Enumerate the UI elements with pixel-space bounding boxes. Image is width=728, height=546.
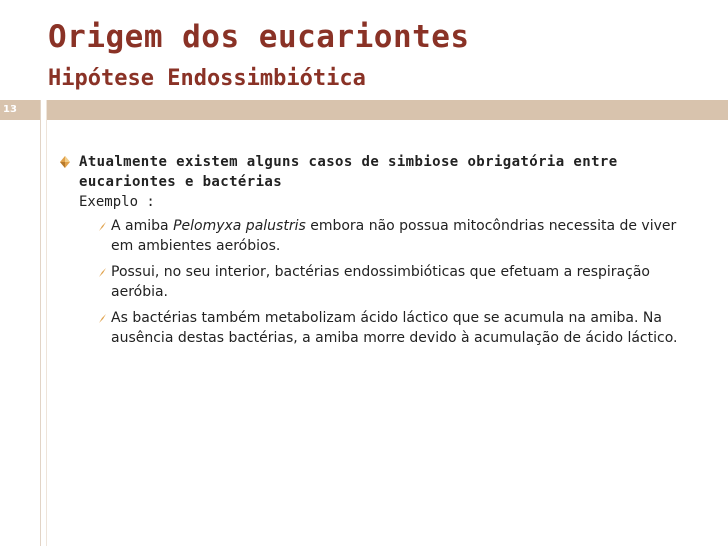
list-item: [99, 308, 700, 348]
slide-number: 13: [0, 100, 40, 120]
bullet-arrow-icon: [99, 268, 106, 277]
left-divider-line: [40, 100, 41, 546]
slide-content: [60, 152, 700, 354]
left-divider-line-inner: [46, 100, 47, 546]
item-text: As bactérias também metabolizam ácido láctico que se acumula na amiba. Na ausência destas bactérias, a amiba morre devido à acumulação de ácido láctico.: [111, 310, 678, 346]
item-text: Possui, no seu interior, bactérias endossimbióticas que efetuam a respiração aeróbia.: [111, 264, 650, 300]
bullet-diamond-icon: [60, 156, 70, 168]
header-accent-bar: [46, 100, 728, 120]
species-name: Pelomyxa palustris: [173, 218, 306, 234]
example-label: Exemplo :: [79, 194, 155, 210]
item-text-pre: A amiba: [111, 218, 174, 234]
bullet-arrow-icon: [99, 222, 106, 231]
example-list: [99, 216, 700, 348]
main-bullet: [60, 152, 700, 348]
list-item: [99, 216, 700, 256]
list-item: [99, 262, 700, 302]
item-text-post: embora não possua mitocôndrias necessita de viver em ambientes aeróbios.: [111, 218, 677, 254]
intro-text: Atualmente existem alguns casos de simbiose obrigatória entre eucariontes e bactérias: [79, 154, 618, 190]
slide-subtitle: Hipótese Endossimbiótica: [48, 66, 366, 91]
bullet-arrow-icon: [99, 314, 106, 323]
slide-title: Origem dos eucariontes: [48, 19, 470, 55]
